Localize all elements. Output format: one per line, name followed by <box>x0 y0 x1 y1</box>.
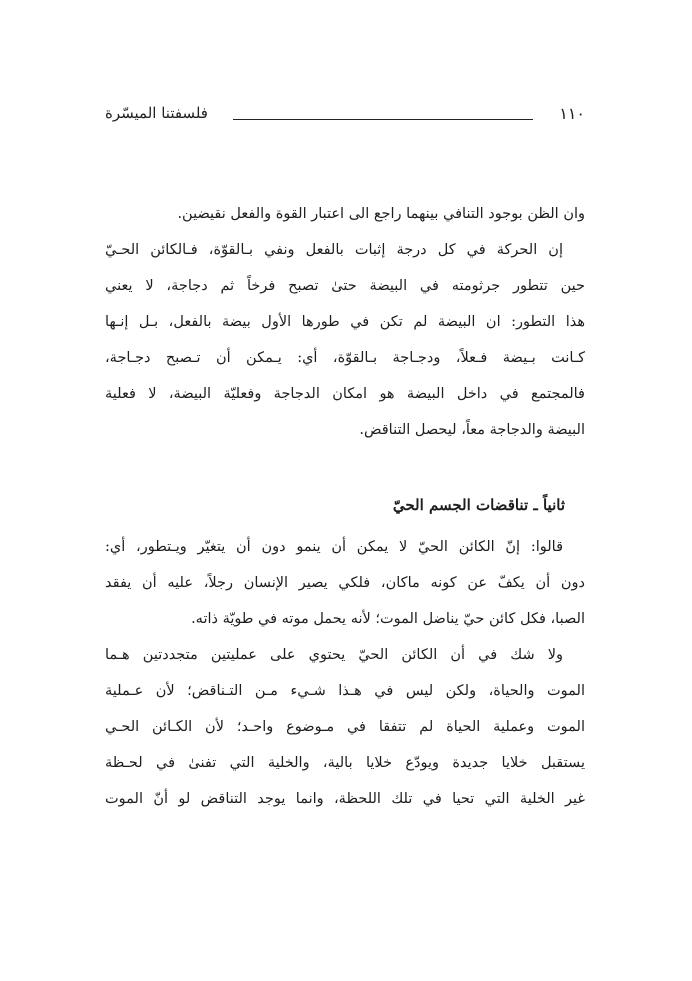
section-heading: ثانياً ـ تناقضات الجسم الحيّ <box>392 496 565 514</box>
text-line: وان الظن بوجود التنافي بينهما راجع الى اعتبار القوة والفعل نقيضين. <box>177 206 585 222</box>
running-header <box>105 100 585 134</box>
text-line: فالمجتمع في داخل البيضة هو امكان الدجاجة وفعليّة البيضة، لا فعلية <box>105 386 585 402</box>
paragraph-block-2 <box>105 529 585 817</box>
text-line: حين تتطور جرثومته في البيضة حتىٰ تصبح فرخاً ثم دجاجة، لا يعني <box>105 278 585 294</box>
text-line: هذا التطور: ان البيضة لم تكن في طورها الأول بيضة بالفعل، بـل إنـها <box>105 314 585 330</box>
header-rule <box>233 119 533 120</box>
text-line: يستقبل خلايا جديدة ويودّع خلايا بالية، والخلية التي تفنىٰ في لحـظة <box>105 755 585 771</box>
text-line: الموت وعملية الحياة لم تتفقا في مـوضوع واحـد؛ لأن الكـائن الحـي <box>105 719 585 735</box>
text-line: كـانت بـيضة فـعلاً، ودجـاجة بـالقوّة، أي: يـمكن أن تـصبح دجـاجة، <box>105 350 585 366</box>
page-number: ١١٠ <box>559 104 585 123</box>
text-line: ولا شك في أن الكائن الحيّ يحتوي على عمليتين متجددتين هـما <box>105 647 563 663</box>
text-line: البيضة والدجاجة معاً، ليحصل التناقض. <box>359 422 585 438</box>
text-line: الصبا، فكل كائن حيّ يناضل الموت؛ لأنه يحمل موته في طويّة ذاته. <box>191 611 585 627</box>
text-line: دون أن يكفّ عن كونه ماكان، فلكي يصير الإنسان رجلاً، عليه أن يفقد <box>105 575 585 591</box>
text-line: غير الخلية التي تحيا في تلك اللحظة، وانما يوجد التناقض لو أنّ الموت <box>105 791 585 807</box>
book-title: فلسفتنا الميسّرة <box>105 104 208 122</box>
text-line: قالوا: إنّ الكائن الحيّ لا يمكن أن ينمو دون أن يتغيّر ويـتطور، أي: <box>105 539 563 555</box>
text-line: الموت والحياة، ولكن ليس في هـذا شـيء مـن التـناقض؛ لأن عـملية <box>105 683 585 699</box>
text-line: إن الحركة في كل درجة إثبات بالفعل ونفي بـالقوّة، فـالكائن الحـيّ <box>105 242 563 258</box>
paragraph-block-1 <box>105 196 585 448</box>
